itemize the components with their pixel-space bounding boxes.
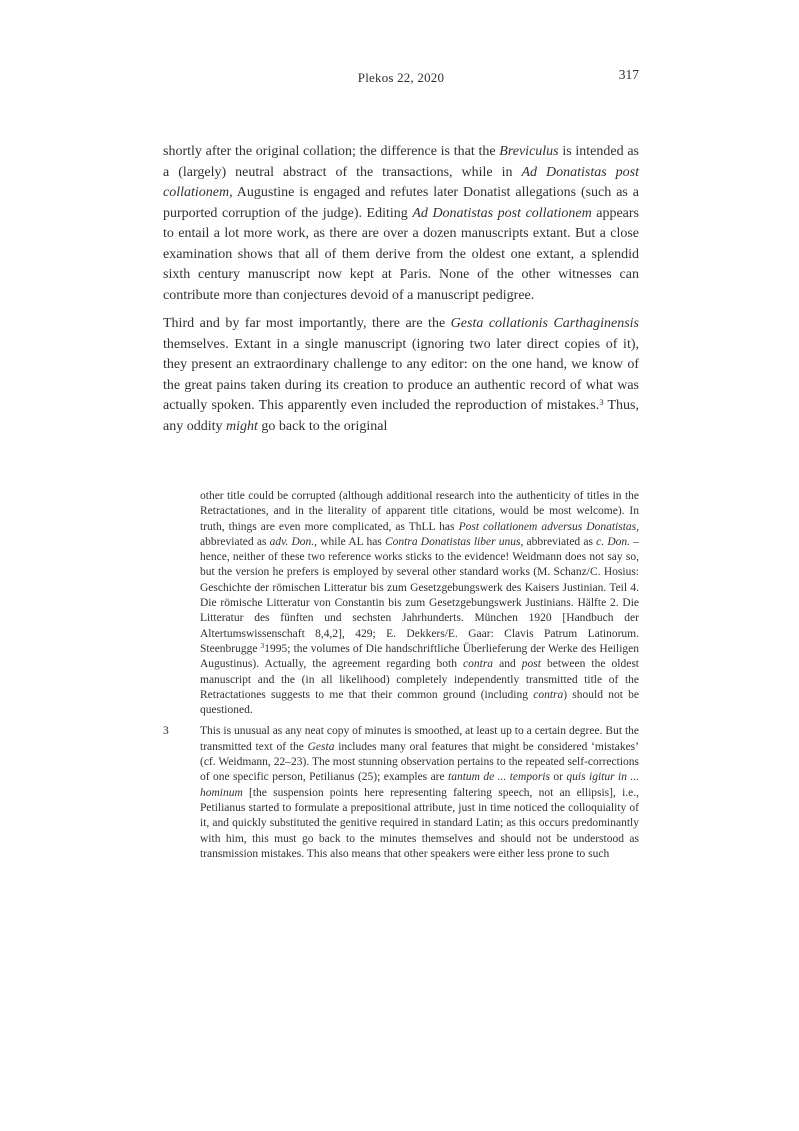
footnote-continuation: [163, 489, 639, 718]
footnote-3: [163, 724, 639, 862]
page-header: [163, 67, 639, 88]
page-number: 317: [618, 67, 639, 82]
footnote-text: other title could be corrupted (although additional research into the authenticity of titles in the Retractationes, and in the literality of apparent title citations, would be most welcome). In truth, things are even more complicated, as ThLL has Post collationem adversus Donatistas, abbreviated as adv. Don., while AL has Contra Donatistas liber unus, abbreviated as c. Don. – hence, neither of these two reference works sticks to the evidence! Weidmann does not say so, but the version he prefers is employed by several other standard works (M. Schanz/C. Hosius: Geschichte der römischen Litteratur bis zum Gesetzgebungswerk des Kaisers Justinian. Teil 4. Die römische Litteratur von Constantin bis zum Gesetzgebungswerk Justinians. Hälfte 2. Die Litteratur des fünften und sechsten Jahrhunderts. München 1920 [Handbuch der Altertumswissenschaft 8,4,2], 429; E. Dekkers/E. Gaar: Clavis Patrum Latinorum. Steenbrugge $^3$1995; the volumes of Die handschriftliche Überlieferung der Werke des Heiligen Augustinus). Actually, the agreement regarding both contra and post between the oldest manuscript and the (in all likelihood) completely independently transmitted title of the Retractationes suggests to me that their common ground (including contra) should not be questioned.: [200, 490, 639, 717]
footnote-number: 3: [163, 725, 169, 738]
footnote-text: This is unusual as any neat copy of minutes is smoothed, at least up to a certain degree. But the transmitted text of the Gesta includes many oral features that might be considered ‘mistakes’ (cf. Weidmann, 22–23). The most stunning observation pertains to the repeated self-corrections of one specific person, Petilianus (25); examples are tantum de ... temporis or quis igitur in ... hominum [the suspension points here representing faltering speech, not an ellipsis], i.e., Petilianus started to formulate a prepositional attribute, just in time noticed the colloquiality of it, and quickly substituted the genitive required in standard Latin; as this occurs predominantly with him, this must go back to the minutes themselves and should not be understood as transmission mistakes. This also means that other speakers were either less prone to such: [200, 725, 639, 860]
footnote-block: [163, 489, 639, 868]
footnote-number: [163, 489, 200, 718]
body-paragraph-1: shortly after the original collation; the difference is that the Breviculus is intended as a (largely) neutral abstract of the transactions, while in Ad Donatistas post collationem, Augustine is engaged and refutes later Donatist allegations (such as a purported corruption of the judge). Editing Ad Donatistas post collationem appears to entail a lot more work, as there are over a dozen manuscripts extant. But a close examination shows that all of them derive from the oldest one extant, a splendid sixth century manuscript now kept at Paris. None of the other witnesses can contribute more than conjectures devoid of a manuscript pedigree.: [163, 144, 639, 303]
main-text: [163, 142, 639, 445]
journal-title: Plekos 22, 2020: [357, 70, 445, 85]
body-paragraph-2: Third and by far most importantly, there are the Gesta collationis Carthaginensis themselves. Extant in a single manuscript (ignoring two later direct copies of it), they present an extraordinary challenge to any editor: on the one hand, we know of the great pains taken during its creation to produce an authentic record of what was actually spoken. This apparently even included the reproduction of mistakes.$^3$ Thus, any oddity might go back to the original: [163, 316, 640, 434]
